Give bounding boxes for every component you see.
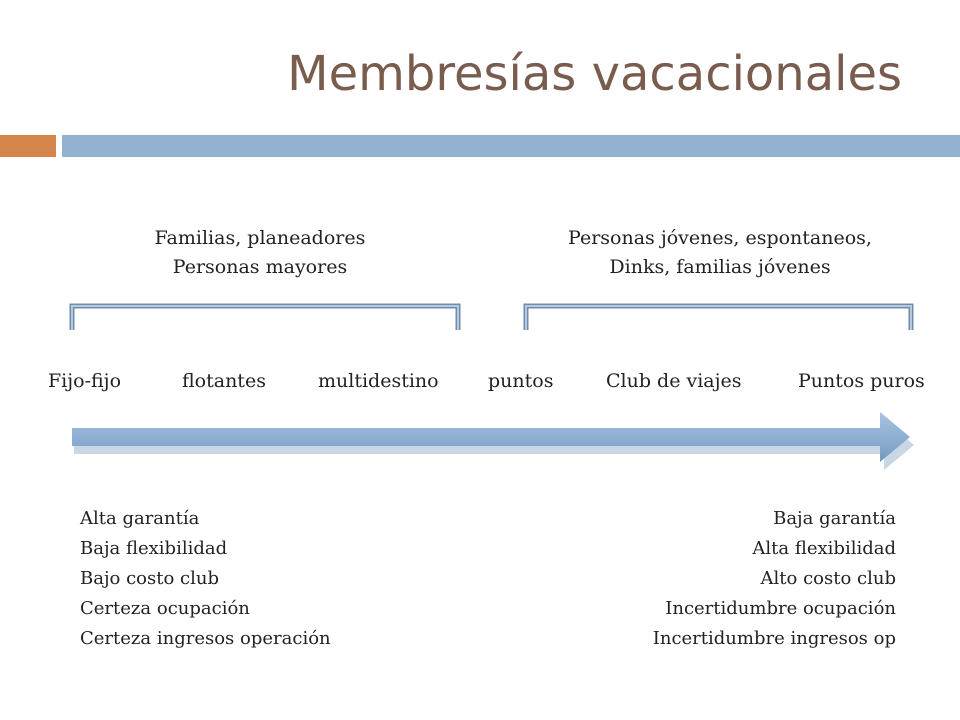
accent-bar-blue — [62, 135, 960, 157]
right-group-line-2: Dinks, familias jóvenes — [609, 256, 831, 278]
category-fijo-fijo: Fijo-fijo — [48, 370, 122, 392]
right-attribute-item: Alto costo club — [760, 568, 896, 589]
right-attribute-item: Incertidumbre ocupación — [665, 598, 896, 619]
left-attribute-item: Baja flexibilidad — [80, 538, 228, 559]
left-bracket — [66, 298, 466, 338]
left-group-line-1: Familias, planeadores — [154, 227, 366, 249]
category-puntos: puntos — [488, 370, 554, 392]
left-attributes-list — [80, 504, 331, 654]
right-group-line-1: Personas jóvenes, espontaneos, — [568, 227, 872, 249]
left-group-line-2: Personas mayores — [172, 256, 348, 278]
left-attribute-item: Bajo costo club — [80, 568, 219, 589]
right-attribute-item: Alta flexibilidad — [752, 538, 896, 559]
left-group-label — [70, 224, 450, 282]
left-attribute-item: Certeza ingresos operación — [80, 628, 331, 649]
right-attribute-item: Baja garantía — [773, 508, 896, 529]
right-attributes-list — [653, 504, 896, 654]
left-attribute-item: Certeza ocupación — [80, 598, 250, 619]
category-flotantes: flotantes — [182, 370, 266, 392]
category-multidestino: multidestino — [318, 370, 439, 392]
right-bracket — [520, 298, 920, 338]
accent-bar-orange — [0, 135, 56, 157]
category-club-de-viajes: Club de viajes — [606, 370, 742, 392]
category-puntos-puros: Puntos puros — [798, 370, 925, 392]
left-attribute-item: Alta garantía — [80, 508, 200, 529]
slide-title: Membresías vacacionales — [287, 46, 902, 102]
right-attribute-item: Incertidumbre ingresos op — [652, 628, 896, 649]
right-group-label — [520, 224, 920, 282]
spectrum-arrow — [68, 408, 918, 474]
